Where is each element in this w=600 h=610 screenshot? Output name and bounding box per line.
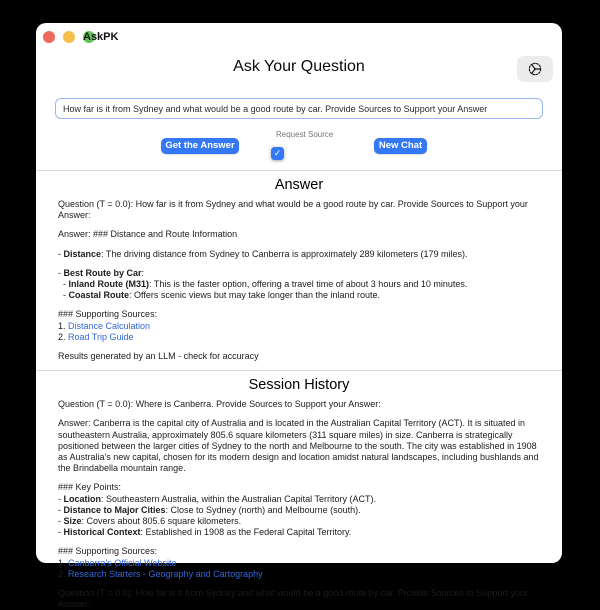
text-line [58,516,540,527]
text-line [58,505,540,516]
text-segment: 2. [58,568,69,579]
answer-heading: Answer [274,177,324,193]
text-segment: : Offers scenic views but may take longer than the inland route. [129,290,380,301]
text-line [58,309,540,320]
session-history-heading: Session History [248,377,350,394]
text-segment: - [58,279,69,290]
text-segment: Location [63,493,101,504]
text-segment: : Close to Sydney (north) and Melbourne (south). [165,504,361,515]
text-block [58,351,540,362]
text-segment: Inland Route (M31) [68,279,150,290]
text-segment: - [58,527,64,538]
text-segment: 1. [58,320,69,331]
request-source-label: Request Source [276,130,334,139]
text-segment: Best Route by Car [63,267,142,278]
text-line [58,527,540,538]
text-block [58,268,540,302]
text-line [58,546,540,557]
results-area[interactable] [36,171,562,610]
text-segment: Distance to Major Cities [63,504,166,515]
text-block [58,249,540,260]
text-line [58,290,540,301]
text-segment: Size [63,516,82,527]
settings-button[interactable] [517,56,553,82]
text-line [58,418,540,474]
text-segment: : [141,267,145,278]
source-link[interactable]: Road Trip Guide [68,331,134,342]
close-button[interactable] [43,31,55,43]
text-segment: : The driving distance from Sydney to Canberra is approximately 289 kilometers (179 miles). [101,248,468,259]
text-block [58,199,540,221]
text-segment: Question (T = 0.0): How far is it from Sydney and what would be a good route by car. Provide Sources to Support your Answer: [58,199,530,221]
text-segment: : Established in 1908 as the Federal Capital Territory. [140,527,352,538]
source-link[interactable]: Distance Calculation [68,320,151,331]
session-history-section [36,377,562,610]
app-window [36,23,562,610]
text-segment: ### Key Points: [58,482,122,493]
text-line [58,321,540,332]
text-line [58,482,540,493]
get-answer-button[interactable]: Get the Answer [161,138,239,154]
text-line [58,558,540,569]
text-segment: - [58,504,64,515]
text-segment: Distance [63,248,102,259]
text-line [58,268,540,279]
text-segment: : Covers about 805.6 square kilometers. [81,516,242,527]
answer-body [58,199,540,362]
answer-section [36,177,562,362]
text-line [58,279,540,290]
page-title: Ask Your Question [233,58,365,75]
text-segment: - [58,290,69,301]
new-chat-button[interactable]: New Chat [374,138,427,154]
text-block [58,399,540,410]
text-block [58,482,540,538]
text-block [58,546,540,580]
text-segment: : Southeastern Australia, within the Australian Capital Territory (ACT). [101,493,376,504]
text-segment: 1. [58,557,69,568]
text-line [58,199,540,221]
text-line [58,494,540,505]
session-history-body [58,399,540,610]
source-link[interactable]: Research Starters - Geography and Cartography [68,568,263,579]
text-segment: Coastal Route [68,290,130,301]
minimize-button[interactable] [63,31,75,43]
text-segment: Historical Context [63,527,141,538]
request-source-checkbox[interactable] [271,147,284,160]
text-block [58,588,540,610]
text-line [58,332,540,343]
text-segment: - [58,267,64,278]
text-block [58,309,540,343]
text-segment: ### Supporting Sources: [58,546,158,557]
text-segment: Results generated by an LLM - check for accuracy [58,351,259,362]
text-segment: ### Supporting Sources: [58,309,158,320]
text-segment: - [58,248,64,259]
text-line [58,229,540,240]
check-icon: ✓ [273,148,282,158]
text-segment: Answer: Canberra is the capital city of Australia and is located in the Australian Capital Territory (ACT). It is situated in southeastern Australia, approximately 805.6 square kilometers (311 square miles) in size. Canberra is strategically positioned between the larger cities of Sydney to the north and Melbourne to the south. The city was established in 1908 as Australia's new capital, chosen for its modern design and location amidst natural landscapes, including bushlands and the Brindabella mountain range. [58,418,542,474]
text-segment: - [58,516,64,527]
text-segment: Answer: ### Distance and Route Information [58,229,238,240]
divider [36,370,562,371]
gear-icon [527,61,543,77]
text-segment: - [58,493,64,504]
text-line [58,588,540,610]
text-segment: Question (T = 0.0): How far is it from Sydney and what would be a good route by car. Provide Sources to Support your Answer: [58,588,530,610]
question-input[interactable] [55,98,543,119]
source-link[interactable]: Canberra's Official Website [68,557,177,568]
text-segment: Question (T = 0.0): Where is Canberra. Provide Sources to Support your Answer: [58,399,381,410]
text-block [58,418,540,474]
text-segment: 2. [58,331,69,342]
text-line [58,569,540,580]
text-block [58,229,540,240]
text-line [58,351,540,362]
text-line [58,399,540,410]
window-title: AskPK [83,31,119,43]
text-segment: : This is the faster option, offering a travel time of about 3 hours and 10 minutes. [149,279,468,290]
text-line [58,249,540,260]
